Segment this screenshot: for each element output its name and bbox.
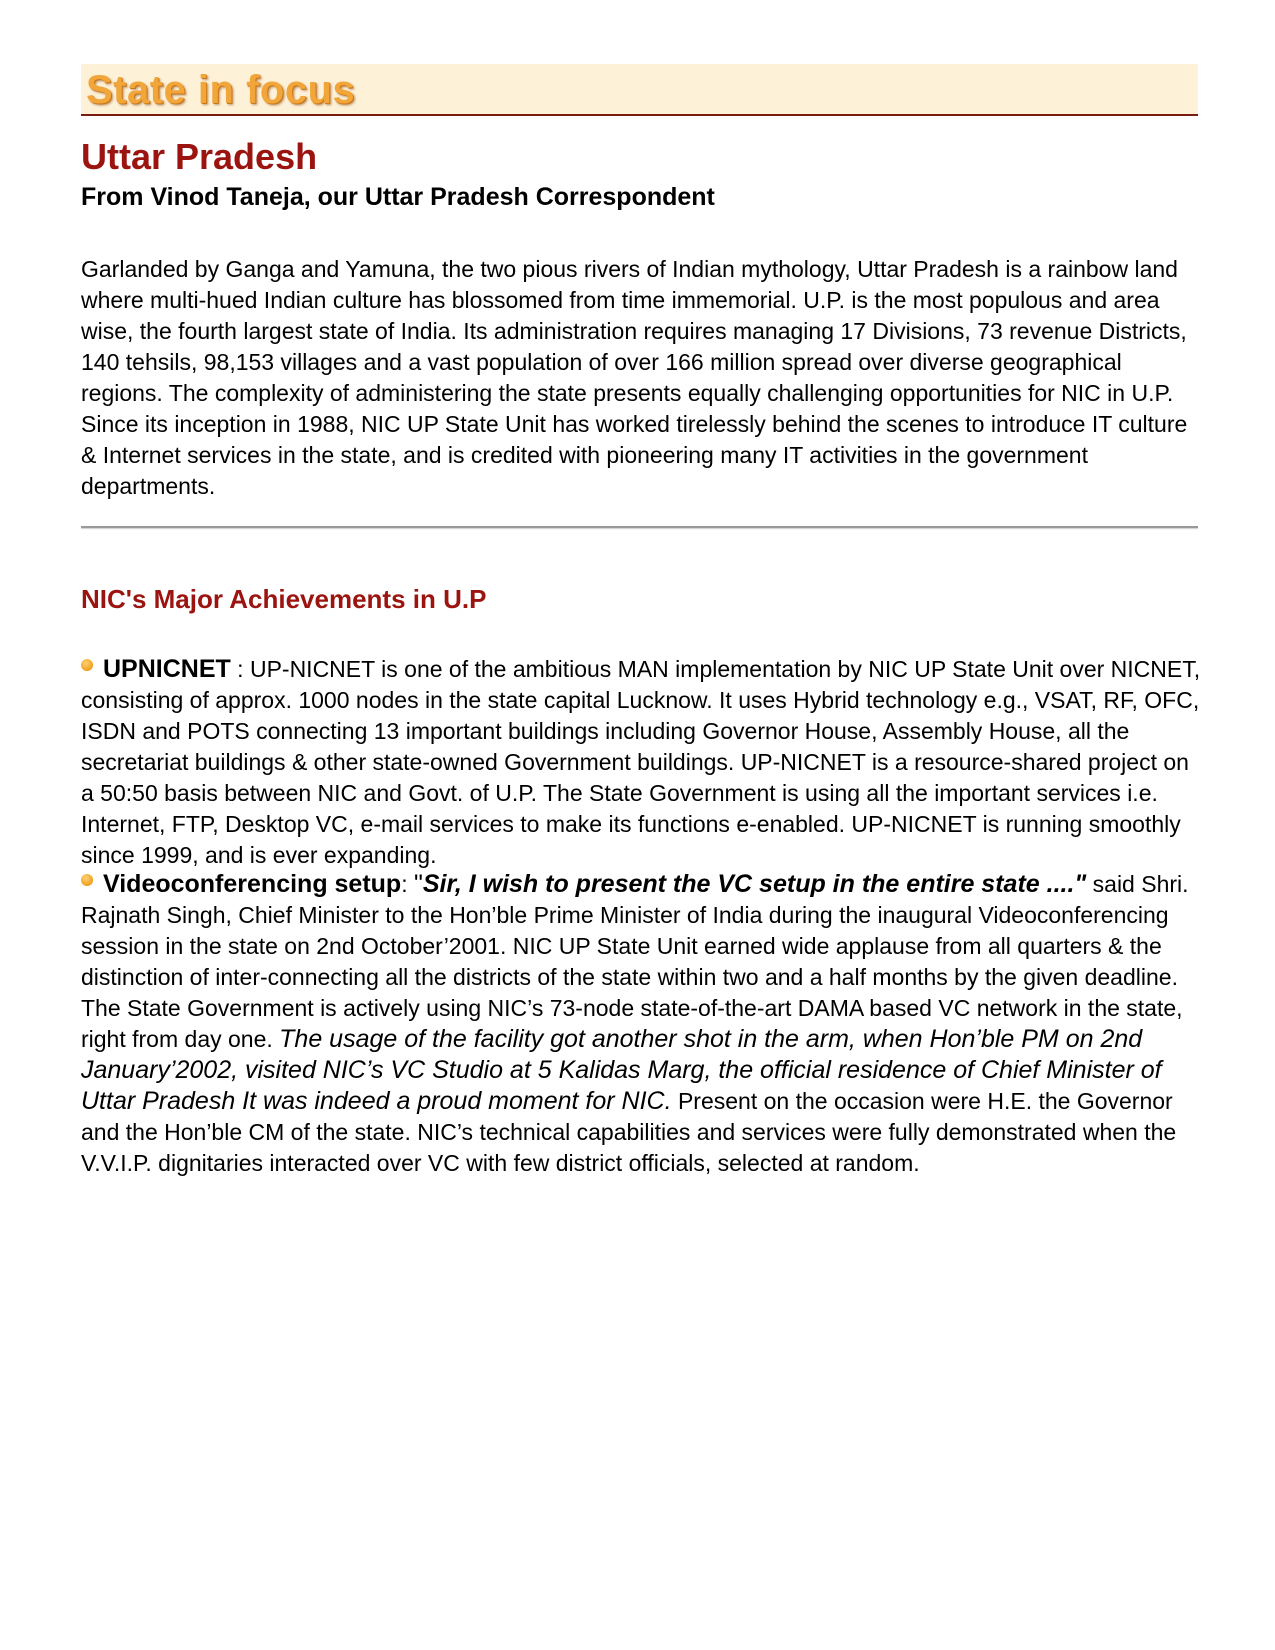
achievement-item (81, 869, 1201, 1179)
open-quote: " (414, 870, 423, 898)
bullet-icon (81, 874, 93, 886)
quote: Sir, I wish to present the VC setup in the entire state ...." (422, 870, 1087, 898)
achievement-item (81, 654, 1201, 871)
divider (81, 526, 1198, 528)
bullet-icon (81, 659, 93, 671)
page-title: Uttar Pradesh (81, 136, 318, 177)
item-text: said Shri. Rajnath Singh, Chief Minister to the Hon’ble Prime Minister of India during the inaugural Videoconferencing session in the state on 2nd October’2001. NIC UP State Unit earned wide applause from all quarters & the distinction of inter-connecting all the districts of the state within two and a half months by the given deadline. The State Government is actively using NIC’s 73-node state-of-the-art DAMA based VC network in the state, right from day one. (81, 871, 1189, 1052)
banner-title: State in focus (86, 68, 356, 112)
italic-sentence: The usage of the facility got another shot in the arm, when Hon’ble PM on 2nd January’2002, visited NIC’s VC Studio at 5 Kalidas Marg, the official residence of Chief Minister of Uttar Pradesh It was indeed a proud moment for NIC. (81, 1025, 1162, 1115)
item-text-continued: Present on the occasion were H.E. the Governor and the Hon’ble CM of the state. NIC’s technical capabilities and services were fully demonstrated when the V.V.I.P. dignitaries interacted over VC with few district officials, selected at random. (81, 1088, 1177, 1176)
section-title: NIC's Major Achievements in U.P (81, 584, 487, 614)
section-banner (81, 64, 1198, 116)
item-heading: Videoconferencing setup (103, 870, 402, 898)
byline: From Vinod Taneja, our Uttar Pradesh Correspondent (81, 183, 715, 211)
item-heading: UPNICNET (103, 655, 231, 683)
item-separator: : (401, 871, 414, 897)
intro-paragraph: Garlanded by Ganga and Yamuna, the two pious rivers of Indian mythology, Uttar Pradesh is a rainbow land where multi-hued Indian culture has blossomed from time immemorial. U.P. is the most populous and area wise, the fourth largest state of India. Its administration requires managing 17 Divisions, 73 revenue Districts, 140 tehsils, 98,153 villages and a vast population of over 166 million spread over diverse geographical regions. The complexity of administering the state presents equally challenging opportunities for NIC in U.P. Since its inception in 1988, NIC UP State Unit has worked tirelessly behind the scenes to introduce IT culture & Internet services in the state, and is credited with pioneering many IT activities in the government departments. (81, 256, 1188, 499)
item-text: : UP-NICNET is one of the ambitious MAN implementation by NIC UP State Unit over NICNET, consisting of approx. 1000 nodes in the state capital Lucknow. It uses Hybrid technology e.g., VSAT, RF, OFC, ISDN and POTS connecting 13 important buildings including Governor House, Assembly House, all the secretariat buildings & other state-owned Government buildings. UP-NICNET is a resource-shared project on a 50:50 basis between NIC and Govt. of U.P. The State Government is using all the important services i.e. Internet, FTP, Desktop VC, e-mail services to make its functions e-enabled. UP-NICNET is running smoothly since 1999, and is ever expanding. (81, 656, 1201, 868)
